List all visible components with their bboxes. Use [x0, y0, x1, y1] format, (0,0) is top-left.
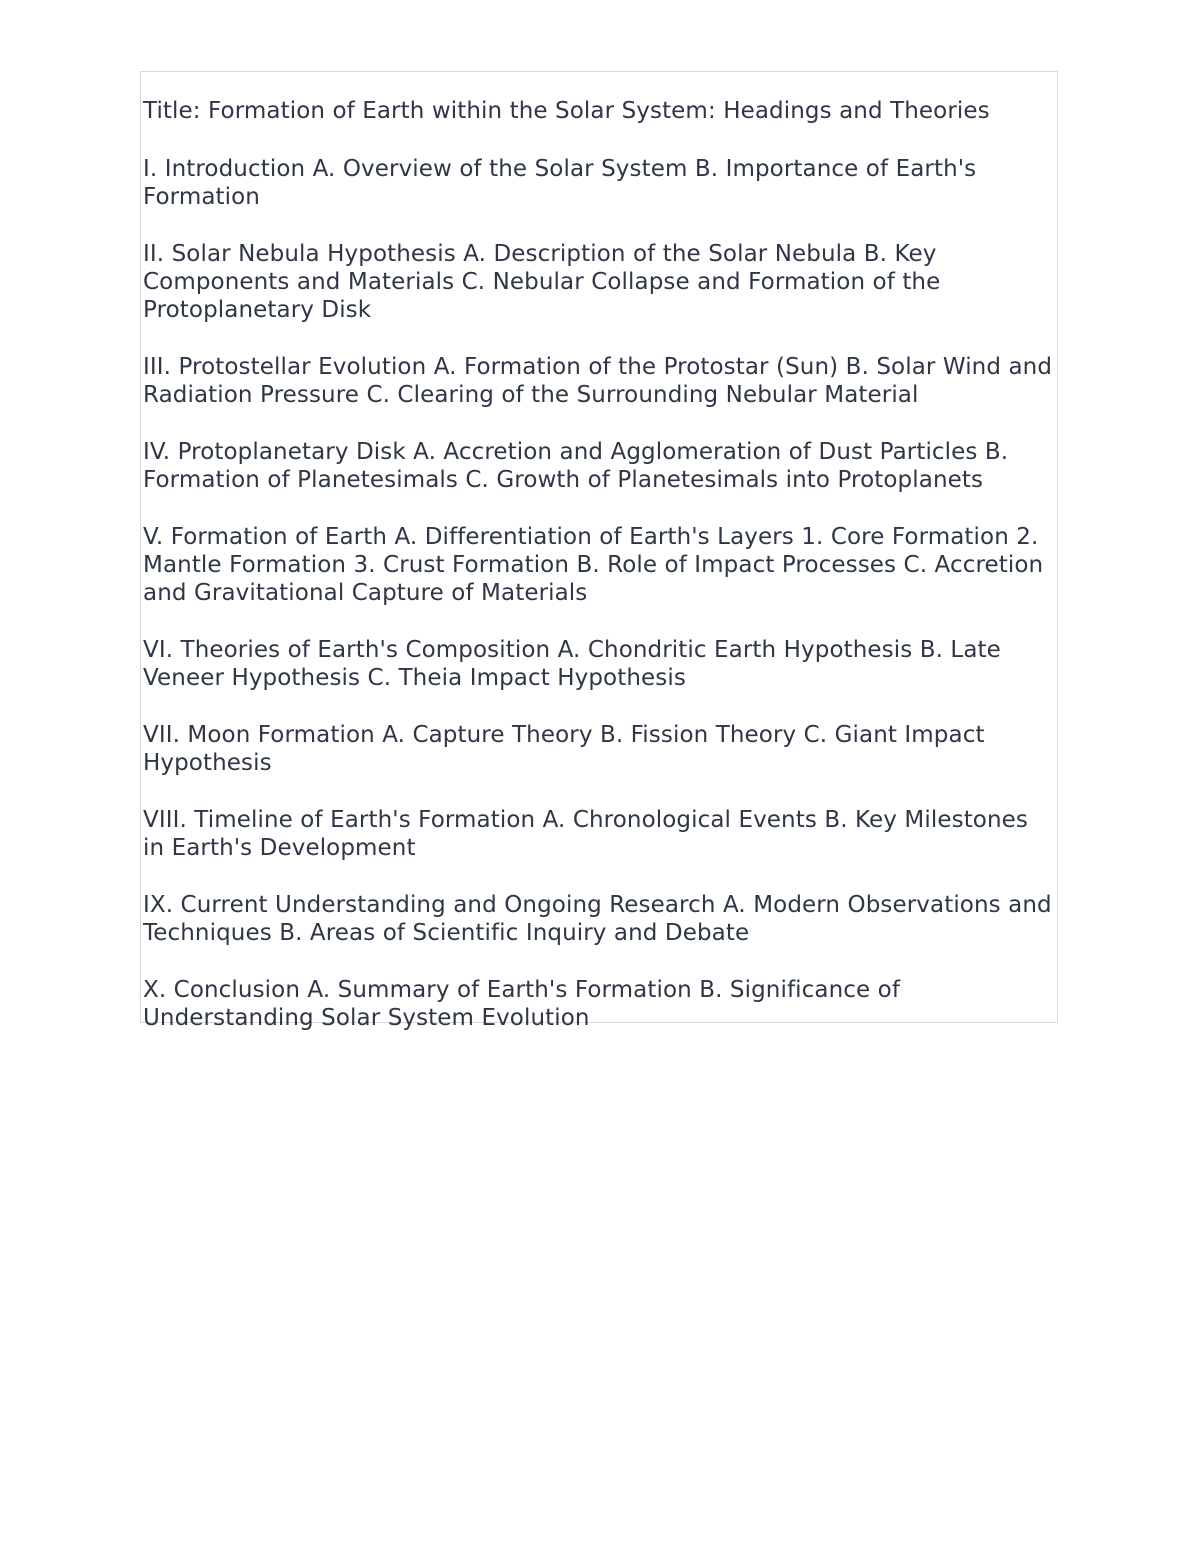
document-title: Title: Formation of Earth within the Solar System: Headings and Theories [143, 98, 990, 124]
section-conclusion: X. Conclusion A. Summary of Earth's Formation B. Significance of Understanding Solar System Evolution [143, 977, 901, 1031]
section-current-understanding: IX. Current Understanding and Ongoing Research A. Modern Observations and Techniques B. Areas of Scientific Inquiry and Debate [143, 892, 1052, 946]
document-content-box [140, 71, 1058, 1031]
section-timeline-of-earths-formation: VIII. Timeline of Earth's Formation A. Chronological Events B. Key Milestones in Earth's Development [143, 807, 1028, 861]
section-moon-formation: VII. Moon Formation A. Capture Theory B. Fission Theory C. Giant Impact Hypothesis [143, 722, 985, 776]
section-protoplanetary-disk: IV. Protoplanetary Disk A. Accretion and Agglomeration of Dust Particles B. Formation of Planetesimals C. Growth of Planetesimals into Protoplanets [143, 439, 1009, 493]
section-theories-of-earths-composition: VI. Theories of Earth's Composition A. Chondritic Earth Hypothesis B. Late Veneer Hypothesis C. Theia Impact Hypothesis [143, 637, 1001, 691]
section-protostellar-evolution: III. Protostellar Evolution A. Formation of the Protostar (Sun) B. Solar Wind and Radiation Pressure C. Clearing of the Surrounding Nebular Material [143, 354, 1053, 408]
section-solar-nebula-hypothesis: II. Solar Nebula Hypothesis A. Description of the Solar Nebula B. Key Components and Materials C. Nebular Collapse and Formation of the Protoplanetary Disk [143, 241, 941, 323]
section-introduction: I. Introduction A. Overview of the Solar System B. Importance of Earth's Formation [143, 156, 977, 210]
section-formation-of-earth: V. Formation of Earth A. Differentiation of Earth's Layers 1. Core Formation 2. Mantle Formation 3. Crust Formation B. Role of Impact Processes C. Accretion and Gravitational Capture of Materials [143, 524, 1044, 606]
